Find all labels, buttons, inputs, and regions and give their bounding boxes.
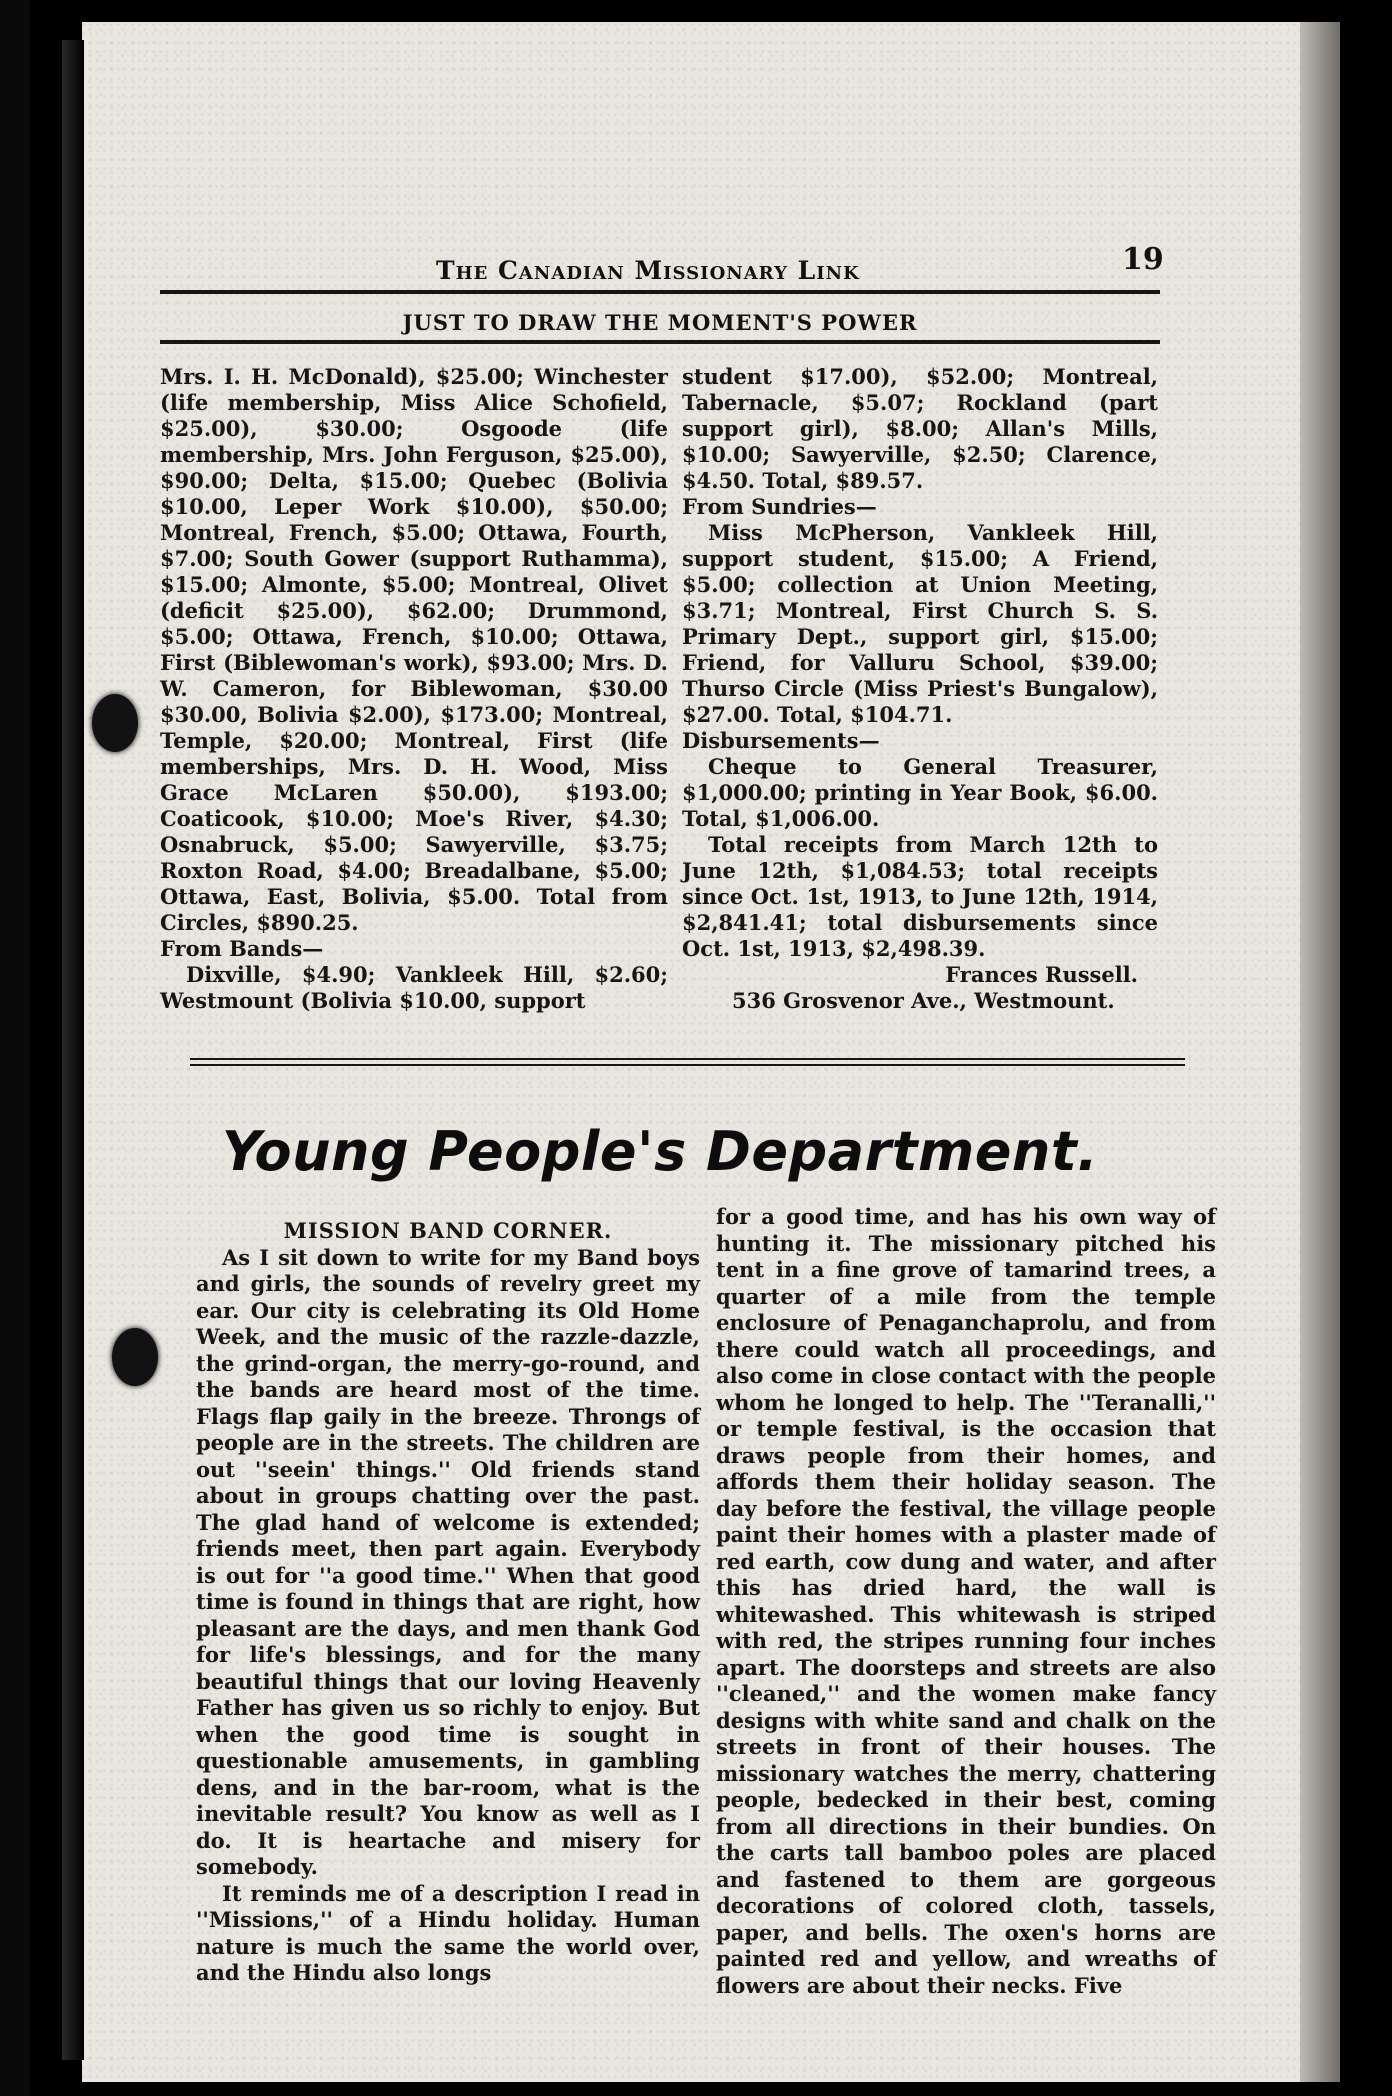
circles-receipts-text: Mrs. I. H. McDonald), $25.00; Winchester (life membership, Miss Alice Schofield, $25.00), $30.00; Osgoode (life membership, Mrs. John Ferguson, $25.00), $90.00; Delta, $15.00; Quebec (Bolivia $10.00, Leper Work $10.00), $50.00; Montreal, French, $5.00; Ottawa, Fourth, $7.00; South Gower (support Ruthamma), $15.00; Almonte, $5.00; Montreal, Olivet (deficit $25.00), $62.00; Drummond, $5.00; Ottawa, French, $10.00; Ottawa, First (Biblewoman's work), $93.00; Mrs. D. W. Cameron, for Biblewoman, $30.00 $30.00, Bolivia $2.00), $173.00; Montreal, Temple, $20.00; Montreal, First (life memberships, Mrs. D. H. Wood, Miss Grace McLaren $50.00), $193.00; Coaticook, $10.00; Moe's River, $4.30; Osnabruck, $5.00; Sawyerville, $3.75; Roxton Road, $4.00; Breadalbane, $5.00; Ottawa, East, Bolivia, $5.00. Total from Circles, $890.25.: [160, 364, 668, 935]
disbursements-text: Cheque to General Treasurer, $1,000.00; printing in Year Book, $6.00. Total, $1,006.00.: [682, 754, 1158, 831]
department-rule-bottom: [190, 1064, 1185, 1066]
total-receipts-text: Total receipts from March 12th to June 12th, $1,084.53; total receipts since Oct. 1st, 1913, to June 12th, 1914, $2,841.41; total disbursements since Oct. 1st, 1913, $2,498.39.: [682, 832, 1158, 961]
bands-continued-text: student $17.00), $52.00; Montreal, Tabernacle, $5.07; Rockland (part support girl), $8.00; Allan's Mills, $10.00; Sawyerville, $2.50; Clarence, $4.50. Total, $89.57.: [682, 364, 1158, 493]
binding-spine: [62, 40, 84, 2060]
report-right-column: [682, 364, 1158, 1014]
running-title: The Canadian Missionary Link: [436, 256, 860, 285]
page-header: [160, 238, 1164, 288]
page-number: 19: [1122, 242, 1164, 277]
page-right-edge: [1300, 22, 1340, 2082]
mission-band-paragraph-2: It reminds me of a description I read in ''Missions,'' of a Hindu holiday. Human nature is much the same the world over, and the Hindu also longs: [196, 1880, 700, 1985]
from-sundries-label: From Sundries—: [682, 494, 877, 519]
treasurer-address: 536 Grosvenor Ave., Westmount.: [732, 988, 1115, 1013]
report-left-column: [160, 364, 668, 1014]
mission-band-right-column: [716, 1204, 1216, 1999]
from-sundries-text: Miss McPherson, Vankleek Hill, support student, $15.00; A Friend, $5.00; collection at Union Meeting, $3.71; Montreal, First Church S. S. Primary Dept., support girl, $15.00; Friend, for Valluru School, $39.00; Thurso Circle (Miss Priest's Bungalow), $27.00. Total, $104.71.: [682, 520, 1158, 727]
binder-hole-top: [92, 694, 138, 752]
from-bands-text: Dixville, $4.90; Vankleek Hill, $2.60; Westmount (Bolivia $10.00, support: [160, 962, 668, 1013]
mission-band-heading: MISSION BAND CORNER.: [283, 1218, 613, 1243]
section-rule: [160, 340, 1160, 344]
department-title: Young People's Department.: [221, 1120, 1099, 1183]
section-heading: JUST TO DRAW THE MOMENT'S POWER: [402, 310, 918, 335]
department-rule-top: [190, 1058, 1185, 1060]
disbursements-label: Disbursements—: [682, 728, 880, 753]
treasurer-signature: Frances Russell.: [945, 962, 1138, 987]
mission-band-left-column: [196, 1218, 700, 1987]
binder-hole-bottom: [112, 1328, 158, 1386]
mission-band-paragraph-1: As I sit down to write for my Band boys and girls, the sounds of revelry greet my ear. Our city is celebrating its Old Home Week, and the music of the razzle-dazzle, the grind-organ, the merry-go-round, and the bands are heard most of the time. Flags flap gaily in the breeze. Throngs of people are in the streets. The children are out ''seein' things.'' Old friends stand about in groups chatting over the past. The glad hand of welcome is extended; friends meet, then part again. Everybody is out for ''a good time.'' When that good time is found in things that are right, how pleasant are the days, and men thank God for life's blessings, and for the many beautiful things that our loving Heavenly Father has given us so richly to enjoy. But when the good time is sought in questionable amusements, in gambling dens, and in the bar-room, what is the inevitable result? You know as well as I do. It is heartache and misery for somebody.: [196, 1244, 700, 1879]
mission-band-paragraph-3: for a good time, and has his own way of hunting it. The missionary pitched his tent in a fine grove of tamarind trees, a quarter of a mile from the temple enclosure of Penaganchaprolu, and from there could watch all proceedings, and also come in close contact with the people whom he longed to help. The ''Teranalli,'' or temple festival, is the occasion that draws people from their homes, and affords them their holiday season. The day before the festival, the village people paint their homes with a plaster made of red earth, cow dung and water, and after this has dried hard, the wall is whitewashed. This whitewash is striped with red, the stripes running four inches apart. The doorsteps and streets are also ''cleaned,'' and the women make fancy designs with white sand and chalk on the streets in front of their houses. The missionary watches the merry, chattering people, bedecked in their best, coming from all directions in their bundies. On the carts tall bamboo poles are placed and fastened to them are gorgeous decorations of colored cloth, tassels, paper, and bells. The oxen's horns are painted red and yellow, and wreaths of flowers are about their necks. Five: [716, 1204, 1216, 1998]
from-bands-label: From Bands—: [160, 936, 324, 961]
scan-left-border: [0, 0, 30, 2096]
header-rule: [160, 290, 1160, 294]
